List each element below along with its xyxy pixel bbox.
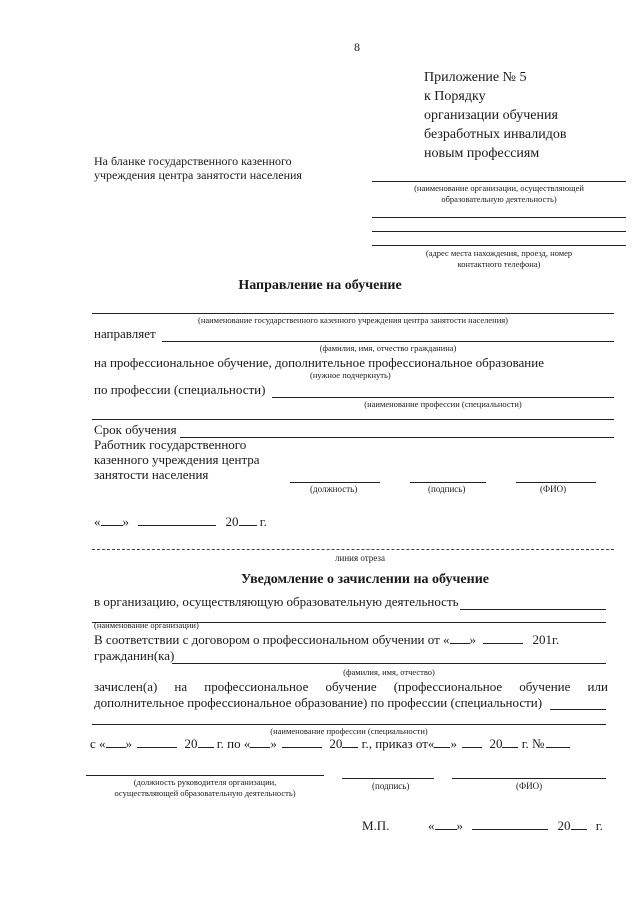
- cut-line: [92, 549, 614, 550]
- to-org-text: в организацию, осуществляющую образовательную деятельность: [94, 594, 459, 609]
- org-caption: (наименование организации): [94, 620, 199, 630]
- notif-profession-caption: (наименование профессии (специальности): [270, 726, 428, 736]
- period-order: с « » 20 г. по « » 20 г., приказ от« » 20 г. №: [90, 736, 570, 752]
- training-type: на профессиональное обучение, дополнительное профессиональное образование: [94, 355, 544, 370]
- address-caption: (адрес места нахождения, проезд, номер контактного телефона): [425, 248, 573, 269]
- final-date: « » 20 г.: [428, 818, 603, 833]
- profession-label: по профессии (специальности): [94, 382, 266, 397]
- enrolled-profession-line: [550, 709, 606, 710]
- letterhead-line: учреждения центра занятости населения: [94, 168, 302, 182]
- cut-line-label: линия отреза: [335, 553, 385, 563]
- sends-label: направляет: [94, 326, 156, 341]
- notification-title: Уведомление о зачислении на обучение: [241, 572, 489, 587]
- to-org-line: [460, 609, 606, 610]
- center-name-line: [92, 313, 614, 314]
- citizen-caption: (фамилия, имя, отчество гражданина): [319, 343, 457, 353]
- head-position-line: [86, 775, 324, 776]
- appendix-line: безработных инвалидов: [424, 127, 567, 142]
- profession-extra-line: [92, 419, 614, 420]
- worker-line: Работник государственного: [94, 437, 247, 452]
- head-fio-caption: (ФИО): [516, 781, 543, 791]
- fio-line: [516, 482, 596, 483]
- appendix-block: [424, 68, 566, 163]
- fio-caption: (ФИО): [540, 484, 567, 494]
- contract-text: В соответствии с договором о профессиональном обучении от « » 201г.: [94, 632, 560, 647]
- address-line-1: [372, 231, 626, 232]
- position-line: [290, 482, 380, 483]
- position-caption: (должность): [310, 484, 358, 494]
- enrolled-line: зачислен(а) на профессиональное обучение (профессиональное обучение или: [94, 679, 608, 694]
- head-fio-line: [452, 778, 606, 779]
- letterhead-line: На бланке государственного казенного: [94, 154, 292, 168]
- org-name-caption: (наименование организации, осуществляющей образовательную деятельность): [414, 183, 584, 204]
- worker-line: казенного учреждения центра: [94, 452, 260, 467]
- profession-caption: (наименование профессии (специальности): [364, 399, 522, 409]
- page-number: 8: [354, 40, 360, 54]
- org-extra-line: [372, 217, 626, 218]
- worker-line: занятости населения: [94, 467, 209, 482]
- center-name-caption: (наименование государственного казенного учреждения центра занятости населения): [197, 315, 509, 325]
- stamp-label: М.П.: [362, 818, 390, 833]
- profession-line: [272, 397, 614, 398]
- letterhead: [94, 154, 302, 182]
- appendix-line: Приложение № 5: [424, 70, 527, 85]
- signature-caption: (подпись): [428, 484, 466, 494]
- head-signature-line: [342, 778, 434, 779]
- appendix-line: новым профессиям: [424, 146, 540, 161]
- appendix-line: организации обучения: [424, 108, 558, 123]
- org-name-line: [372, 181, 626, 182]
- enrolled-line-2: дополнительное профессиональное образование) по профессии (специальности): [94, 695, 543, 710]
- underline-caption: (нужное подчеркнуть): [310, 370, 391, 380]
- citizen-label: гражданин(ка): [94, 648, 175, 663]
- worker-block: [94, 437, 266, 482]
- head-signature-caption: (подпись): [372, 781, 410, 791]
- citizen-name-caption: (фамилия, имя, отчество): [343, 667, 435, 677]
- notif-profession-line: [92, 724, 606, 725]
- address-line-2: [372, 245, 626, 246]
- appendix-line: к Порядку: [424, 89, 486, 104]
- referral-title: Направление на обучение: [238, 278, 402, 293]
- citizen-line: [162, 341, 614, 342]
- head-position-caption: (должность руководителя организации, осуществляющей образовательную деятельность): [114, 777, 296, 798]
- signature-line: [410, 482, 486, 483]
- referral-date: « » 20 г.: [94, 514, 267, 529]
- term-label: Срок обучения: [94, 422, 177, 437]
- citizen-name-line: [172, 663, 606, 664]
